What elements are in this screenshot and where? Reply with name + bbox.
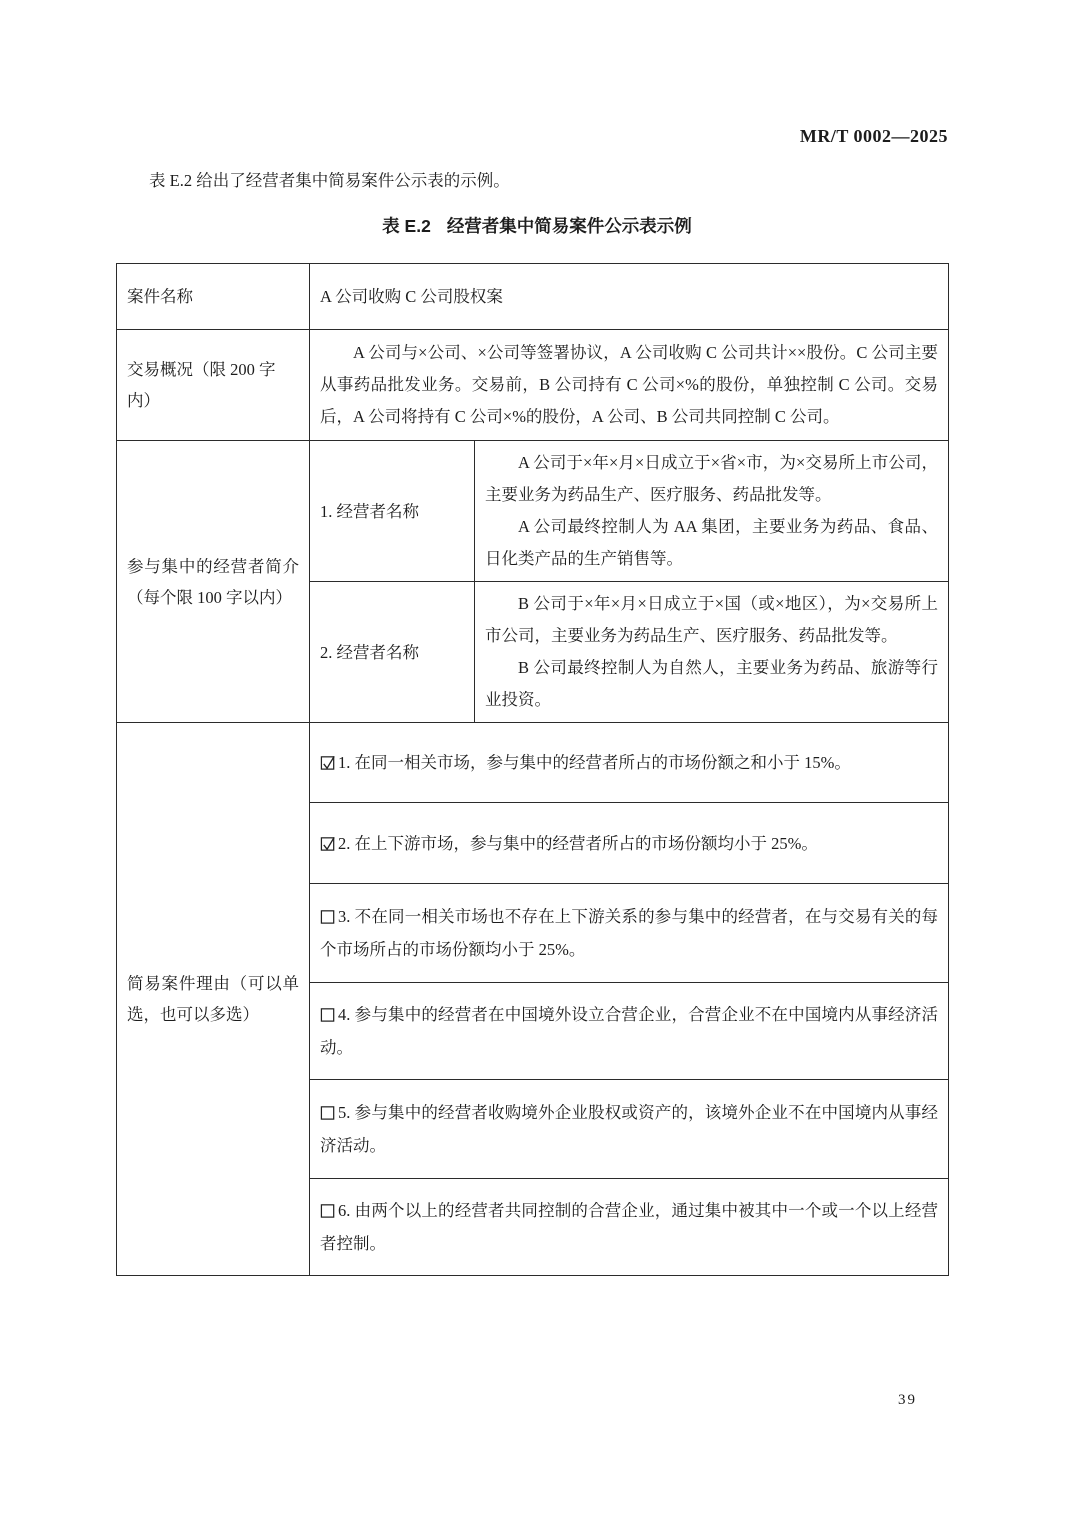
operator-1-paragraph: A 公司最终控制人为 AA 集团，主要业务为药品、食品、日化类产品的生产销售等。: [485, 517, 939, 568]
operator-1-label: 1. 经营者名称: [310, 441, 475, 582]
checkbox-checked-icon: [320, 835, 337, 852]
checkbox-unchecked-icon: [320, 1104, 337, 1121]
reason-item-5: [310, 1080, 949, 1179]
checkbox-checked-icon: [320, 754, 337, 771]
reason-item-text: 1. 在同一相关市场，参与集中的经营者所占的市场份额之和小于 15%。: [338, 753, 851, 772]
transaction-overview-text: A 公司与×公司、×公司等签署协议，A 公司收购 C 公司共计××股份。C 公司主要从事药品批发业务。交易前，B 公司持有 C 公司×%的股份，单独控制 C 公司。交易后，A 公司将持有 C 公司×%的股份，A 公司、B 公司共同控制 C 公司。: [320, 343, 939, 426]
reason-item-text: 6. 由两个以上的经营者共同控制的合营企业，通过集中被其中一个或一个以上经营者控制。: [320, 1201, 939, 1253]
simple-case-reasons-label: 简易案件理由（可以单选，也可以多选）: [117, 723, 310, 1276]
transaction-overview-value: [310, 330, 949, 441]
operator-2-label: 2. 经营者名称: [310, 582, 475, 723]
table-row: [117, 723, 949, 803]
reason-item-1: [310, 723, 949, 803]
operators-intro-label: 参与集中的经营者简介（每个限 100 字以内）: [117, 441, 310, 723]
case-name-value: A 公司收购 C 公司股权案: [310, 264, 949, 330]
standard-number: MR/T 0002—2025: [799, 126, 948, 146]
intro-paragraph: 表 E.2 给出了经营者集中简易案件公示表的示例。: [149, 171, 510, 190]
transaction-overview-label: 交易概况（限 200 字内）: [117, 330, 310, 441]
table-caption-title: 经营者集中简易案件公示表示例: [446, 216, 692, 236]
operator-1-description: [475, 441, 949, 582]
reason-item-text: 3. 不在同一相关市场也不存在上下游关系的参与集中的经营者，在与交易有关的每个市场所占的市场份额均小于 25%。: [320, 907, 939, 959]
checkbox-unchecked-icon: [320, 1006, 337, 1023]
reason-item-6: [310, 1179, 949, 1276]
page-number: 39: [898, 1392, 917, 1408]
table-row: [117, 264, 949, 330]
table-row: [117, 441, 949, 582]
table-row: [117, 330, 949, 441]
table-caption-number: 表 E.2: [382, 216, 431, 236]
reason-item-3: [310, 884, 949, 983]
checkbox-unchecked-icon: [320, 908, 337, 925]
reason-item-4: [310, 983, 949, 1080]
operator-2-description: [475, 582, 949, 723]
checkbox-unchecked-icon: [320, 1202, 337, 1219]
reason-item-text: 4. 参与集中的经营者在中国境外设立合营企业，合营企业不在中国境内从事经济活动。: [320, 1005, 939, 1057]
operator-2-paragraph: B 公司最终控制人为自然人，主要业务为药品、旅游等行业投资。: [485, 658, 939, 709]
table-caption: [0, 213, 1074, 238]
reason-item-text: 5. 参与集中的经营者收购境外企业股权或资产的，该境外企业不在中国境内从事经济活动。: [320, 1103, 939, 1155]
operator-2-paragraph: B 公司于×年×月×日成立于×国（或×地区），为×交易所上市公司，主要业务为药品生产、医疗服务、药品批发等。: [485, 594, 939, 645]
reason-item-text: 2. 在上下游市场，参与集中的经营者所占的市场份额均小于 25%。: [338, 833, 818, 853]
reason-item-2: [310, 803, 949, 884]
operator-1-paragraph: A 公司于×年×月×日成立于×省×市，为×交易所上市公司，主要业务为药品生产、医疗服务、药品批发等。: [485, 453, 939, 504]
simple-case-publicity-table: [116, 263, 949, 1276]
case-name-label: 案件名称: [117, 264, 310, 330]
